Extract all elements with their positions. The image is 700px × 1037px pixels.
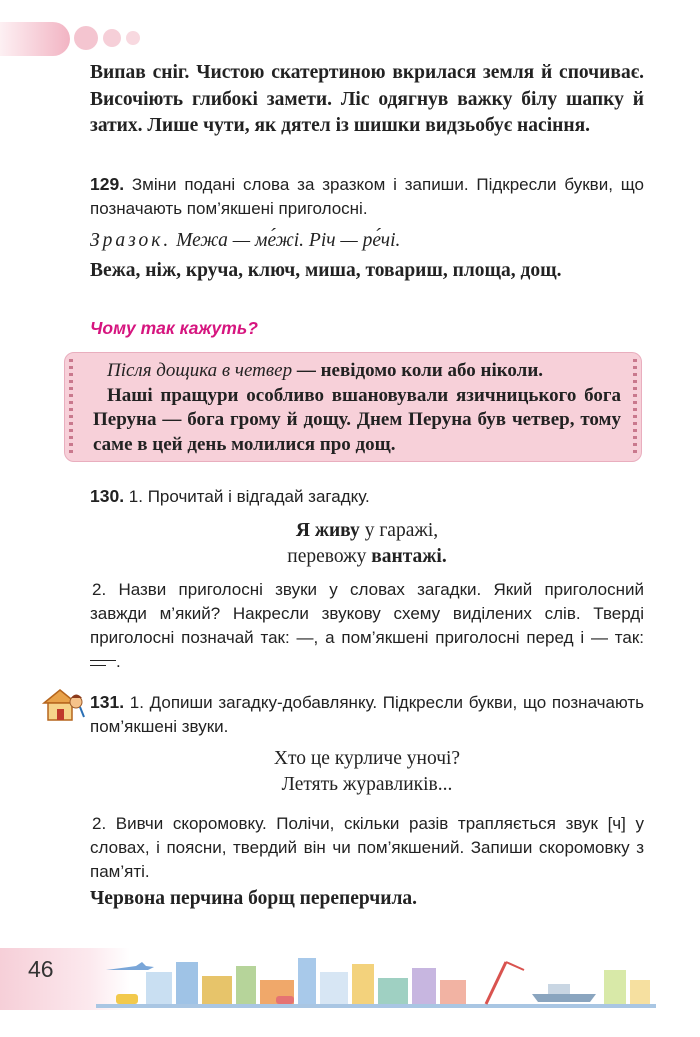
exercise-number: 129. xyxy=(90,174,125,194)
riddle-word-highlight: вантажі. xyxy=(371,546,447,567)
exercise-131-task1 xyxy=(90,690,644,739)
exercise-130-task1 xyxy=(90,484,644,509)
corner-decoration xyxy=(0,22,70,56)
exercise-number: 130. xyxy=(90,486,125,506)
sample-label: Зразок. xyxy=(90,230,172,251)
punctuation: . xyxy=(116,652,121,671)
exercise-task-text: Зміни подані слова за зразком і запиши. Підкресли букви, що позначають пом’якшені приголосні. xyxy=(90,175,644,218)
exercise-task-text: 2. Назви приголосні звуки у словах загадки. Який приголосний завжди м’який? Накресли звукову схему виділених слів. Тверді приголосні позначай так: —, а пом’якшені приголосні перед і — так: xyxy=(90,580,644,647)
riddle-line: Хто це курличе уночі? xyxy=(273,748,461,769)
idiom-phrase: Після дощика в четвер xyxy=(107,360,293,381)
soft-consonant-symbol xyxy=(90,658,116,668)
tongue-twister xyxy=(90,886,644,913)
idiom-explanation: Наші пращури особливо вшановували язичницького бога Перуна — бога грому й дощу. Днем Перуна був четвер, тому саме в цей день молилися про дощ. xyxy=(93,384,621,455)
intro-paragraph xyxy=(90,60,644,140)
exercise-131-task2 xyxy=(90,812,644,884)
riddle-word: перевожу xyxy=(287,546,367,567)
exercise-129-task xyxy=(90,172,644,221)
idiom-box xyxy=(64,352,642,462)
tongue-twister-text: Червона перчина борщ переперчила. xyxy=(90,888,418,909)
exercise-number: 131. xyxy=(90,692,125,712)
riddle-line: Летять журавликів... xyxy=(281,774,453,795)
decor-dot xyxy=(126,31,140,45)
exercise-task-text: 1. Допиши загадку-добавлянку. Підкресли букви, що позначають пом’якшені звуки. xyxy=(90,693,644,736)
decor-dot xyxy=(103,29,121,47)
city-illustration xyxy=(96,950,656,1008)
decor-dot xyxy=(74,26,98,50)
intro-text: Випав сніг. Чистою скатертиною вкрилася земля й спочиває. Височіють глибокі замети. Ліс одягнув важку білу шапку й затих. Лише чути, як дятел із шишки видзьобує насіння. xyxy=(90,62,644,136)
page-number: 46 xyxy=(28,956,54,982)
exercise-task-text: 1. Прочитай і відгадай загадку. xyxy=(128,487,370,506)
idiom-text xyxy=(93,359,621,457)
riddle-word: Я xyxy=(295,520,310,541)
exercise-129-words xyxy=(90,258,644,285)
section-heading: Чому так кажуть? xyxy=(90,318,258,338)
house-homework-icon xyxy=(40,687,86,723)
sample-text: Межа — ме́жі. Річ — ре́чі. xyxy=(176,230,401,251)
exercise-130-task2 xyxy=(90,578,644,674)
exercise-task-text: 2. Вивчи скоромовку. Полічи, скільки разів трапляється звук [ч] у словах, і поясни, твердий він чи пом’якшений. Запиши скоромовку з пам’яті. xyxy=(90,814,644,881)
riddle-word-highlight: живу xyxy=(314,520,360,541)
riddle-word: у гаражі, xyxy=(364,520,439,541)
exercise-129-sample xyxy=(90,228,644,254)
riddle-line xyxy=(90,518,644,544)
idiom-meaning: — невідомо коли або ніколи. xyxy=(296,360,544,381)
riddle-line xyxy=(90,544,644,570)
word-list: Вежа, ніж, круча, ключ, миша, товариш, площа, дощ. xyxy=(90,260,562,281)
